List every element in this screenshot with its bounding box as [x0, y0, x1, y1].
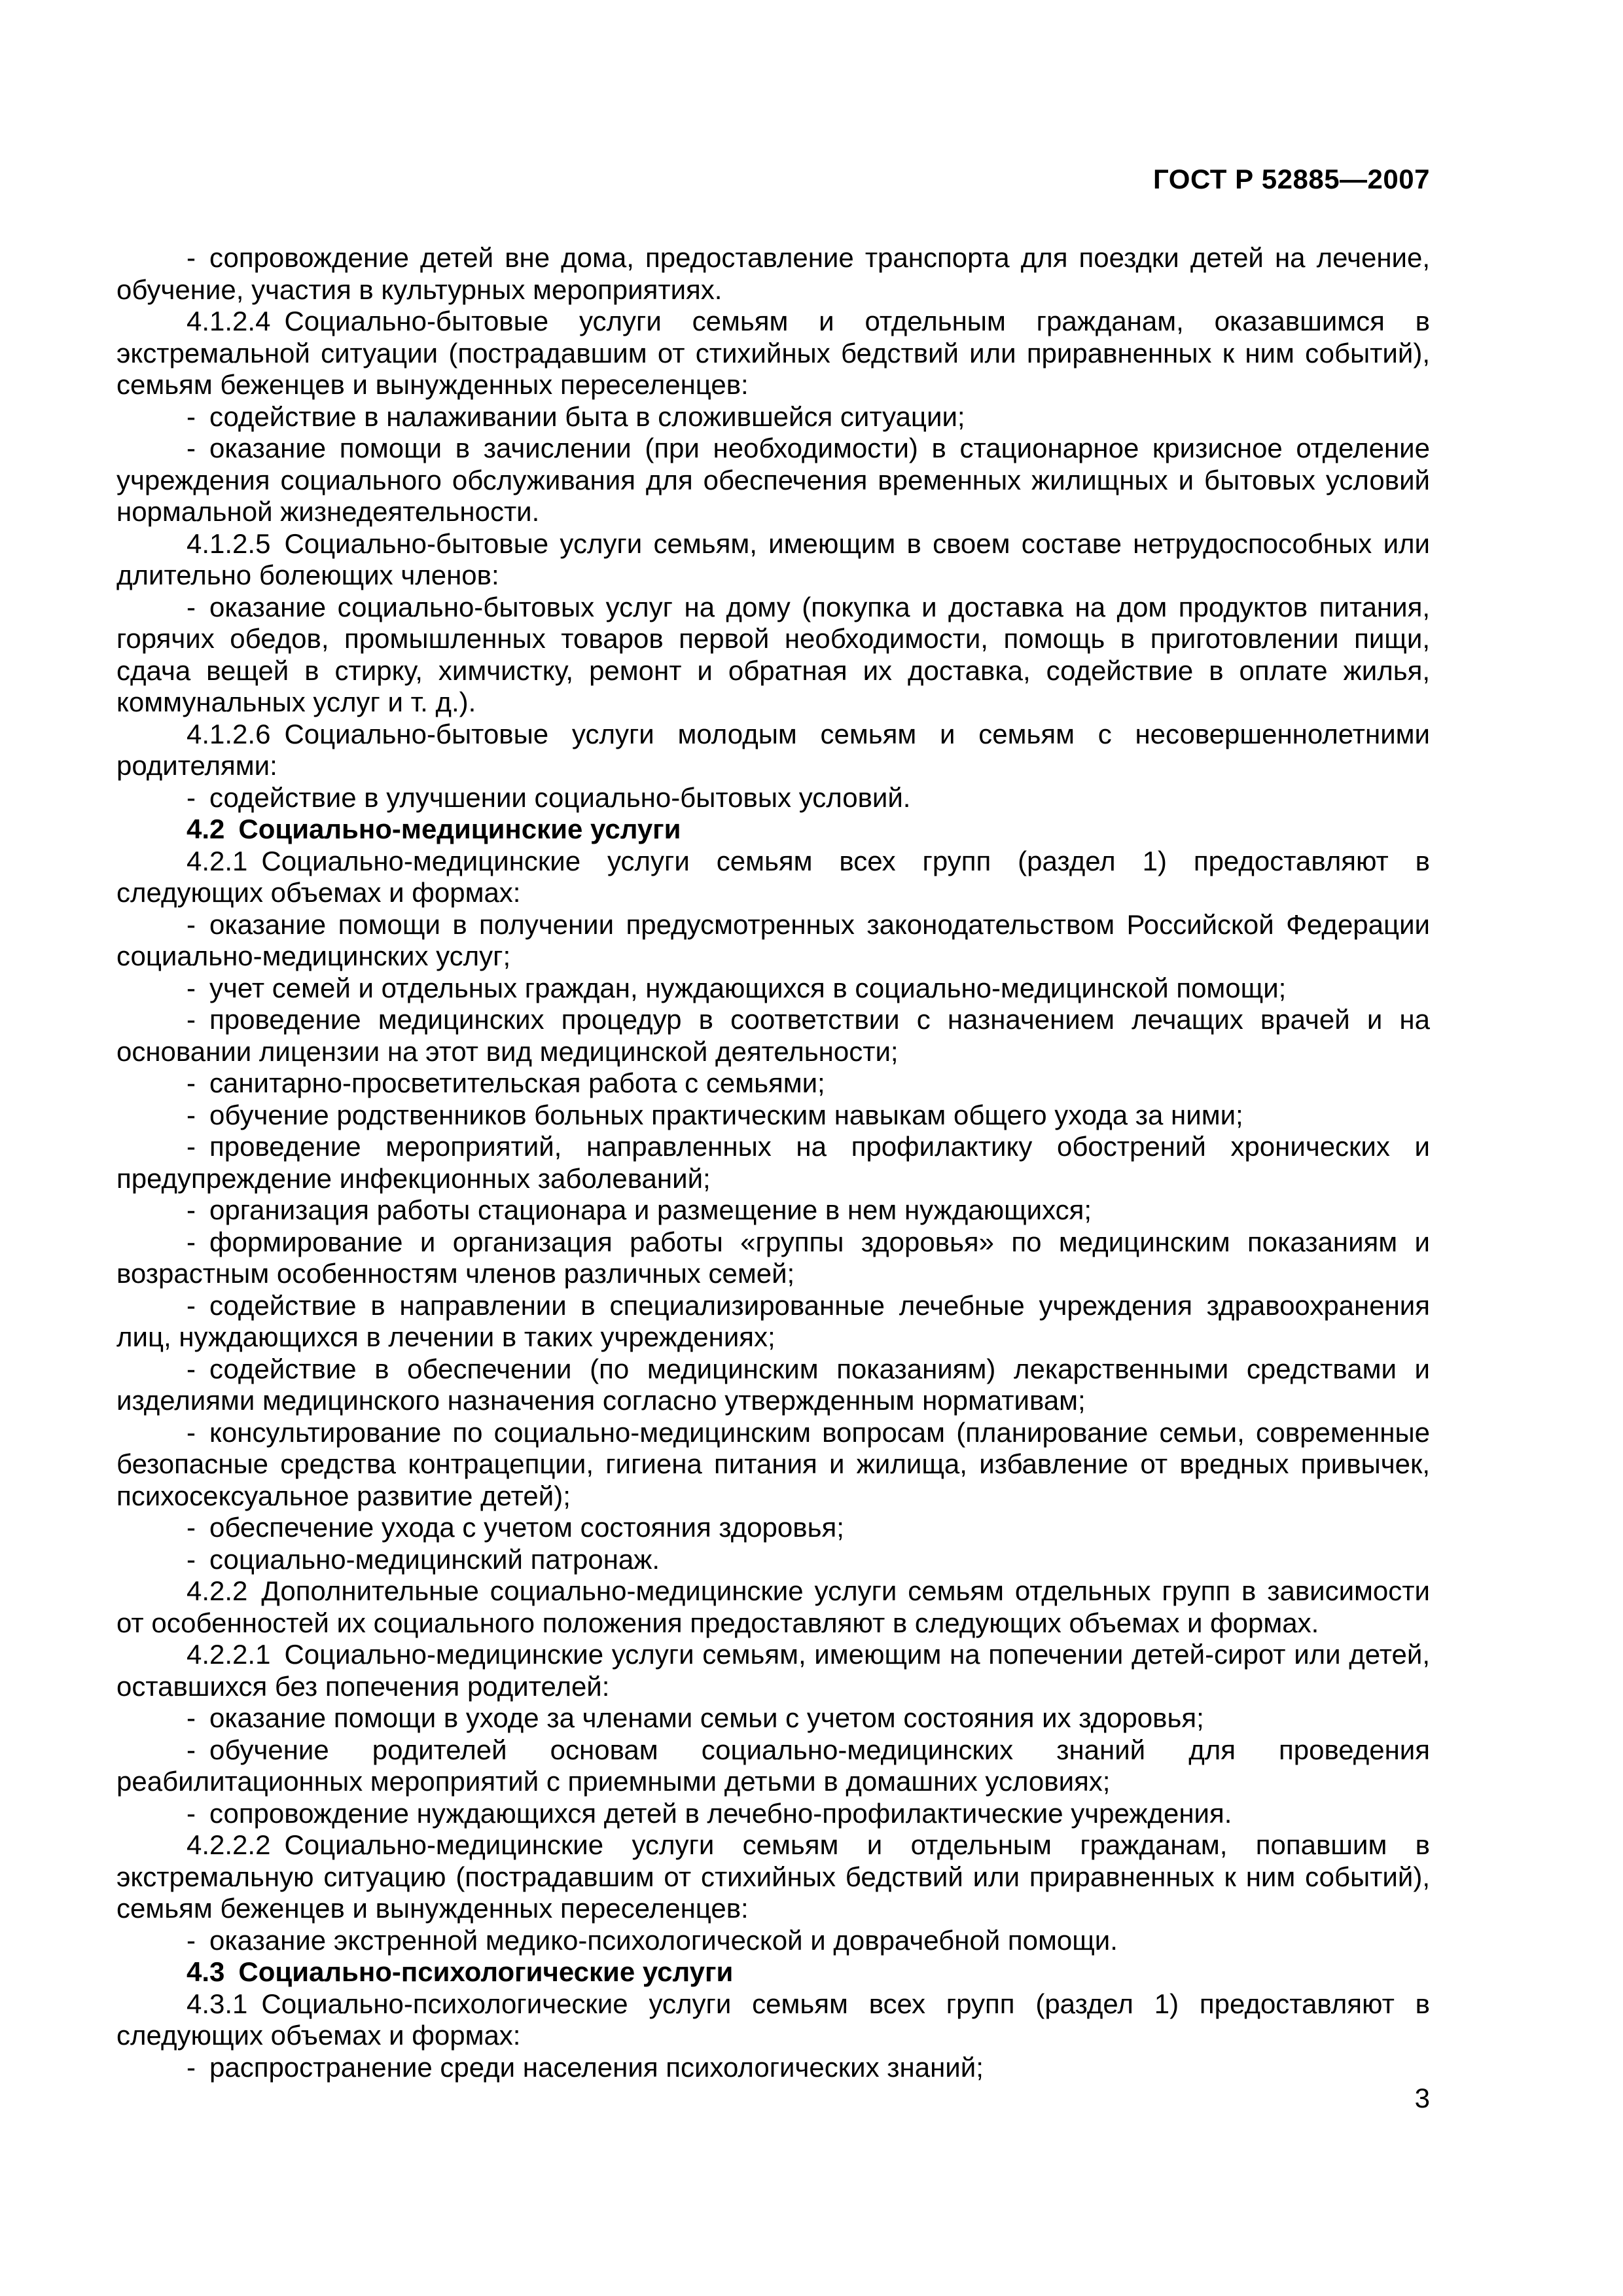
clause-paragraph: 4.2.2.2 Социально-медицинские услуги семьям и отдельным гражданам, попавшим в экстремальную ситуацию (пострадавшим от стихийных бедствий или приравненных к ним событий), семьям беженцев и вынужденных переселенцев: — [116, 1829, 1430, 1924]
standard-designation: ГОСТ Р 52885—2007 — [1153, 164, 1430, 194]
bullet-item: - обеспечение ухода с учетом состояния здоровья; — [187, 1512, 844, 1543]
bullet-item: - санитарно-просветительская работа с семьями; — [187, 1067, 825, 1098]
bullet-item: - обучение родителей основам социально-медицинских знаний для проведения реабилитационных мероприятий с приемными детьми в домашних условиях; — [116, 1734, 1430, 1797]
document-body — [116, 242, 1430, 2083]
bullet-item: - обучение родственников больных практическим навыкам общего ухода за ними; — [187, 1099, 1243, 1130]
bullet-item: - социально-медицинский патронаж. — [187, 1543, 660, 1575]
clause-paragraph: 4.2.2 Дополнительные социально-медицинские услуги семьям отдельных групп в зависимости от особенностей их социального положения предоставляют в следующих объемах и формах. — [116, 1575, 1430, 1638]
bullet-item: - оказание помощи в получении предусмотренных законодательством Российской Федерации социально-медицинских услуг; — [116, 908, 1430, 971]
clause-paragraph: 4.1.2.4 Социально-бытовые услуги семьям и отдельным гражданам, оказавшимся в экстремальной ситуации (пострадавшим от стихийных бедствий или приравненных к ним событий), семьям беженцев и вынужденных переселенцев: — [116, 306, 1430, 400]
bullet-item: - оказание помощи в зачислении (при необходимости) в стационарное кризисное отделение учреждения социального обслуживания для обеспечения временных жилищных и бытовых условий нормальной жизнедеятельности. — [116, 433, 1430, 527]
bullet-item: - организация работы стационара и размещение в нем нуждающихся; — [187, 1194, 1092, 1225]
section-heading: 4.3 Социально-психологические услуги — [187, 1956, 734, 1987]
page-footer — [116, 2083, 1430, 2114]
page-header — [116, 164, 1430, 195]
bullet-item: - проведение мероприятий, направленных на профилактику обострений хронических и предупреждение инфекционных заболеваний; — [116, 1131, 1430, 1194]
bullet-item: - оказание социально-бытовых услуг на дому (покупка и доставка на дом продуктов питания, горячих обедов, промышленных товаров первой необходимости, помощь в приготовлении пищи, сдача вещей в стирку, химчистку, ремонт и обратная их доставка, содействие в оплате жилья, коммунальных услуг и т. д.). — [116, 591, 1430, 717]
clause-paragraph: 4.2.2.1 Социально-медицинские услуги семьям, имеющим на попечении детей-сирот или детей, оставшихся без попечения родителей: — [116, 1639, 1430, 1702]
page-number: 3 — [1414, 2083, 1430, 2113]
bullet-item: - оказание помощи в уходе за членами семьи с учетом состояния их здоровья; — [187, 1702, 1204, 1733]
bullet-item: - консультирование по социально-медицинским вопросам (планирование семьи, современные безопасные средства контрацепции, гигиена питания и жилища, избавление от вредных привычек, психосексуальное развитие детей); — [116, 1416, 1430, 1511]
bullet-item: - содействие в направлении в специализированные лечебные учреждения здравоохранения лиц, нуждающихся в лечении в таких учреждениях; — [116, 1289, 1430, 1352]
clause-paragraph: 4.2.1 Социально-медицинские услуги семьям всех групп (раздел 1) предоставляют в следующих объемах и формах: — [116, 845, 1430, 908]
bullet-item: - содействие в обеспечении (по медицинским показаниям) лекарственными средствами и изделиями медицинского назначения согласно утвержденным нормативам; — [116, 1353, 1430, 1416]
bullet-item: - формирование и организация работы «группы здоровья» по медицинским показаниям и возрастным особенностям членов различных семей; — [116, 1226, 1430, 1289]
bullet-item: - содействие в улучшении социально-бытовых условий. — [187, 781, 911, 813]
bullet-item: - содействие в налаживании быта в сложившейся ситуации; — [187, 401, 965, 432]
bullet-item: - оказание экстренной медико-психологической и доврачебной помощи. — [187, 1924, 1118, 1956]
section-heading: 4.2 Социально-медицинские услуги — [187, 814, 681, 844]
clause-paragraph: 4.3.1 Социально-психологические услуги семьям всех групп (раздел 1) предоставляют в следующих объемах и формах: — [116, 1988, 1430, 2051]
bullet-item: - распространение среди населения психологических знаний; — [187, 2051, 984, 2083]
bullet-item: - сопровождение детей вне дома, предоставление транспорта для поездки детей на лечение, обучение, участия в культурных мероприятиях. — [116, 242, 1430, 305]
bullet-item: - проведение медицинских процедур в соответствии с назначением лечащих врачей и на основании лицензии на этот вид медицинской деятельности; — [116, 1004, 1430, 1067]
clause-paragraph: 4.1.2.6 Социально-бытовые услуги молодым семьям и семьям с несовершеннолетними родителями: — [116, 718, 1430, 781]
bullet-item: - сопровождение нуждающихся детей в лечебно-профилактические учреждения. — [187, 1797, 1232, 1829]
clause-paragraph: 4.1.2.5 Социально-бытовые услуги семьям, имеющим в своем составе нетрудоспособных или длительно болеющих членов: — [116, 528, 1430, 590]
bullet-item: - учет семей и отдельных граждан, нуждающихся в социально-медицинской помощи; — [187, 972, 1287, 1003]
